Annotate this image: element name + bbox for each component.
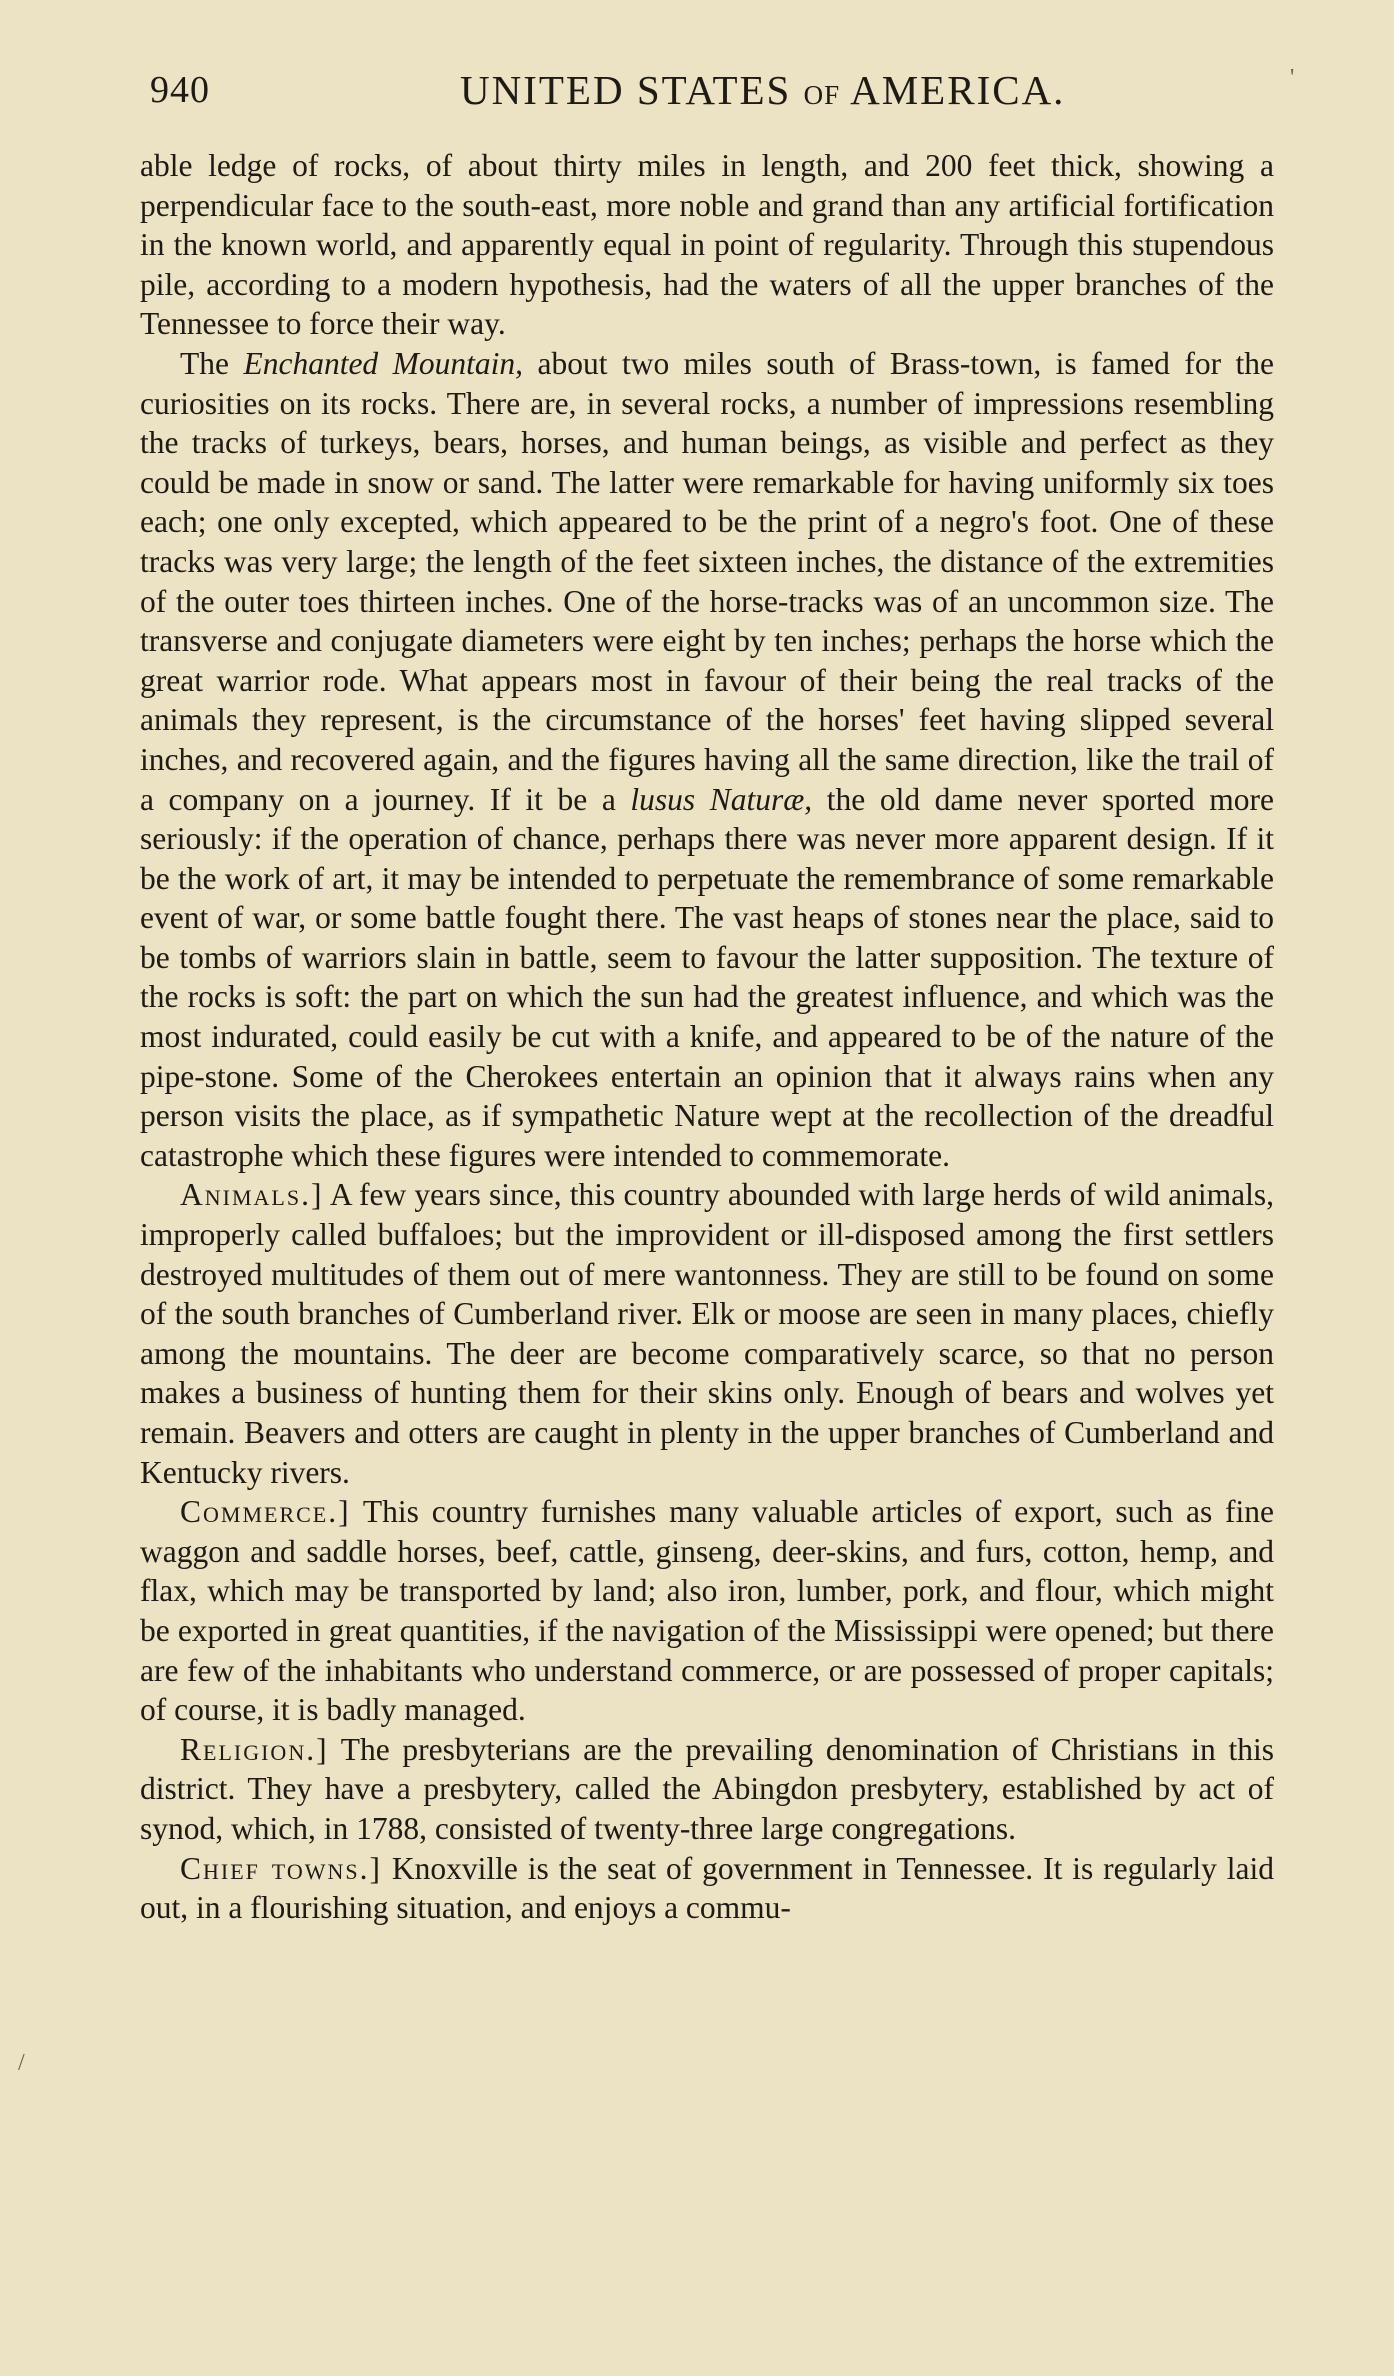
section-heading-commerce: Commerce.] (180, 1494, 351, 1530)
section-heading-chief-towns: Chief towns.] (180, 1850, 382, 1886)
paragraph-chief-towns (140, 1849, 1274, 1928)
section-heading-animals: Animals.] (180, 1177, 324, 1213)
paragraph-text: about two miles south of Brass-town, is famed for the curiosities on its rocks. There are, in several rocks, a number of impressions resembling the tracks of turkeys, bears, horses, and human beings, as visible and perfect as they could be made in snow or sand. The latter were remarkable for having uniformly six toes each; one only excepted, which appeared to be the print of a negro's foot. One of these tracks was very large; the length of the feet sixteen inches, the distance of the extremities of the outer toes thirteen inches. One of the horse-tracks was of an uncommon size. The transverse and conjugate diameters were eight by ten inches; perhaps the horse which the great warrior rode. What appears most in favour of their being the real tracks of the animals they represent, is the circumstance of the horses' feet having slipped several inches, and recovered again, and the figures having all the same direction, like the trail of a company on a journey. If it be a (140, 345, 1275, 817)
paragraph-commerce (140, 1492, 1274, 1730)
paragraph-text: This country furnishes many valuable articles of export, such as fine waggon and saddle horses, beef, cattle, ginseng, deer-skins, and furs, cotton, hemp, and flax, which may be transported by land; also iron, lumber, pork, and flour, which might be exported in great quantities, if the navigation of the Mississippi were opened; but there are few of the inhabitants who understand commerce, or are possessed of proper capitals; of course, it is badly managed. (140, 1494, 1274, 1728)
running-title-first: UNITED STATES (460, 67, 792, 113)
margin-tick-mark: ' (1290, 65, 1295, 91)
italic-term-lusus-naturae: lusus Naturæ, (630, 781, 813, 817)
paragraph-text: Knoxville is the seat of government in Tennessee. It is regularly laid out, in a flourishing situation, and enjoys a commu- (140, 1850, 1274, 1926)
italic-term-enchanted-mountain: Enchanted Mountain, (243, 345, 524, 381)
body-text (140, 146, 1274, 1928)
paragraph-continuation (140, 146, 1274, 344)
running-title (460, 66, 1065, 114)
paragraph-animals (140, 1175, 1274, 1492)
paragraph-text-continued: the old dame never sported more seriously: if the operation of chance, perhaps there was never more apparent design. If it be the work of art, it may be intended to perpetuate the remembrance of some remarkable event of war, or some battle fought there. The vast heaps of stones near the place, said to be tombs of warriors slain in battle, seem to favour the latter supposition. The texture of the rocks is soft: the part on which the sun had the greatest influence, and which was the most indurated, could easily be cut with a knife, and appeared to be of the nature of the pipe-stone. Some of the Cherokees entertain an opinion that it always rains when any person visits the place, as if sympathetic Nature wept at the recollection of the dreadful catastrophe which these figures were intended to commemorate. (140, 781, 1275, 1173)
page-number: 940 (150, 69, 210, 111)
paragraph-text: The presbyterians are the prevailing denomination of Christians in this district. They have a presbytery, called the Abingdon presbytery, established by act of synod, which, in 1788, consisted of twenty-three large congregations. (140, 1731, 1274, 1846)
paragraph-lead: The (180, 345, 229, 381)
paragraph-text: A few years since, this country abounded with large herds of wild animals, improperly called buffaloes; but the improvident or ill-disposed among the first settlers destroyed multitudes of them out of mere wantonness. They are still to be found on some of the south branches of Cumberland river. Elk or moose are seen in many places, chiefly among the mountains. The deer are become comparatively scarce, so that no person makes a business of hunting them for their skins only. Enough of bears and wolves yet remain. Beavers and otters are caught in plenty in the upper branches of Cumberland and Kentucky rivers. (140, 1177, 1274, 1490)
paragraph-religion (140, 1730, 1274, 1849)
running-title-last: AMERICA. (850, 67, 1066, 113)
section-heading-religion: Religion.] (180, 1731, 329, 1767)
paragraph-text: able ledge of rocks, of about thirty miles in length, and 200 feet thick, showing a perpendicular face to the south-east, more noble and grand than any artificial fortification in the known world, and apparently equal in point of regularity. Through this stupendous pile, according to a modern hypothesis, had the waters of all the upper branches of the Tennessee to force their way. (140, 148, 1274, 342)
running-head (140, 60, 1274, 122)
running-title-of: OF (803, 80, 841, 110)
paragraph-enchanted-mountain (140, 344, 1274, 1175)
margin-stroke-mark: / (18, 2050, 25, 2076)
